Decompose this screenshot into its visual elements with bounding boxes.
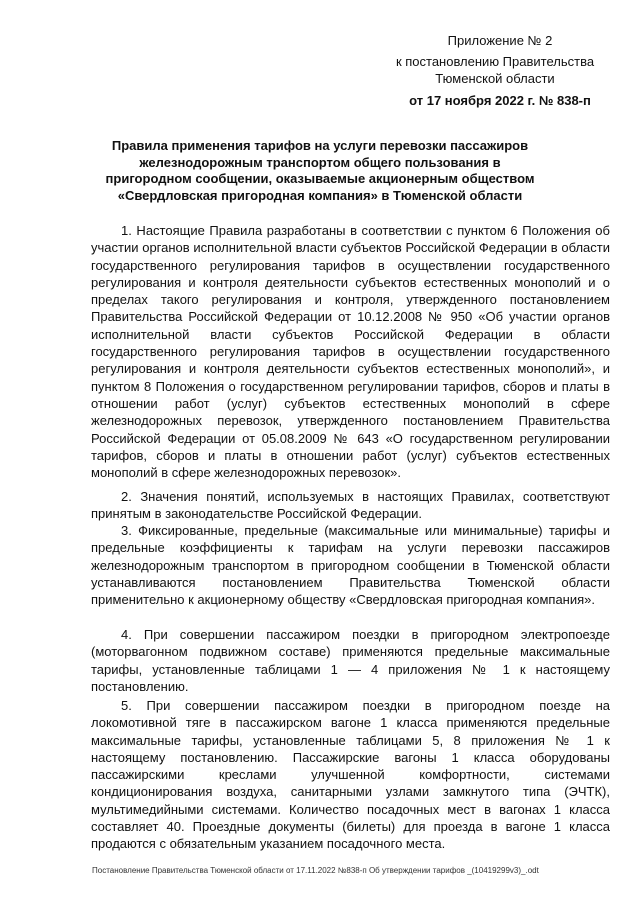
paragraph-3: 3. Фиксированные, предельные (максимальные или минимальные) тарифы и предельные коэффициенты к тарифам на услуги перевозки пассажиров железнодорожным транспортом в пригородном сообщении в Тюменской области устанавливаются постановлением Правительства Тюменской области применительно к акционерному обществу «Свердловская пригородная компания». — [91, 523, 610, 608]
appendix-label: Приложение № 2 — [447, 33, 553, 48]
document-footer: Постановление Правительства Тюменской области от 17.11.2022 №838-п Об утверждении тарифов _(10419299v3)_.odt — [92, 866, 539, 875]
decree-date: от 17 ноября 2022 г. № 838-п — [409, 93, 591, 108]
decree-reference-line1: к постановлению Правительства — [395, 54, 595, 69]
paragraph-5: 5. При совершении пассажиром поездки в пригородном поезде на локомотивной тяге в пассажирском вагоне 1 класса применяются предельные максимальные тарифы, установленные таблицами 5, 8 приложения № 1 к настоящему постановлению. Пассажирские вагоны 1 класса оборудованы пассажирскими креслами улучшенной комфортности, системами кондиционирования воздуха, санитарными узлами замкнутого типа (ЭЧТК), мультимедийными системами. Количество посадочных мест в вагонах 1 класса составляет 40. Проездные документы (билеты) для проезда в вагоне 1 класса продаются с обязательным указанием посадочного места. — [91, 698, 610, 852]
paragraph-1: 1. Настоящие Правила разработаны в соответствии с пунктом 6 Положения об участии органов исполнительной власти субъектов Российской Федерации в области государственного регулирования тарифов в осуществлении государственного регулирования и контроля деятельности субъектов естественных монополий и о пределах такого регулирования и контроля, утвержденного постановлением Правительства Российской Федерации от 10.12.2008 № 950 «Об участии органов исполнительной власти субъектов Российской Федерации в области государственного регулирования тарифов в осуществлении государственного регулирования и контроля деятельности субъектов естественных монополий», и пунктом 8 Положения о государственном регулировании тарифов, сборов и платы в отношении работ (услуг) субъектов естественных монополий в сфере железнодорожных перевозок, утвержденного постановлением Правительства Российской Федерации от 05.08.2009 № 643 «О государственном регулировании тарифов, сборов и платы в отношении работ (услуг) субъектов естественных монополий в сфере железнодорожных перевозок». — [91, 223, 610, 481]
decree-reference-line2: Тюменской области — [435, 71, 555, 86]
paragraph-2: 2. Значения понятий, используемых в настоящих Правилах, соответствуют принятым в законодательстве Российской Федерации. — [91, 489, 610, 522]
paragraph-4: 4. При совершении пассажиром поездки в пригородном электропоезде (моторвагонном подвижном составе) применяются предельные максимальные тарифы, установленные таблицами 1 — 4 приложения № 1 к настоящему постановлению. — [91, 627, 610, 694]
document-title: Правила применения тарифов на услуги перевозки пассажиров железнодорожным транспортом общего пользования в пригородном сообщении, оказываемые акционерным обществом «Свердловская пригородная компания» в Тюменской области — [105, 138, 535, 203]
